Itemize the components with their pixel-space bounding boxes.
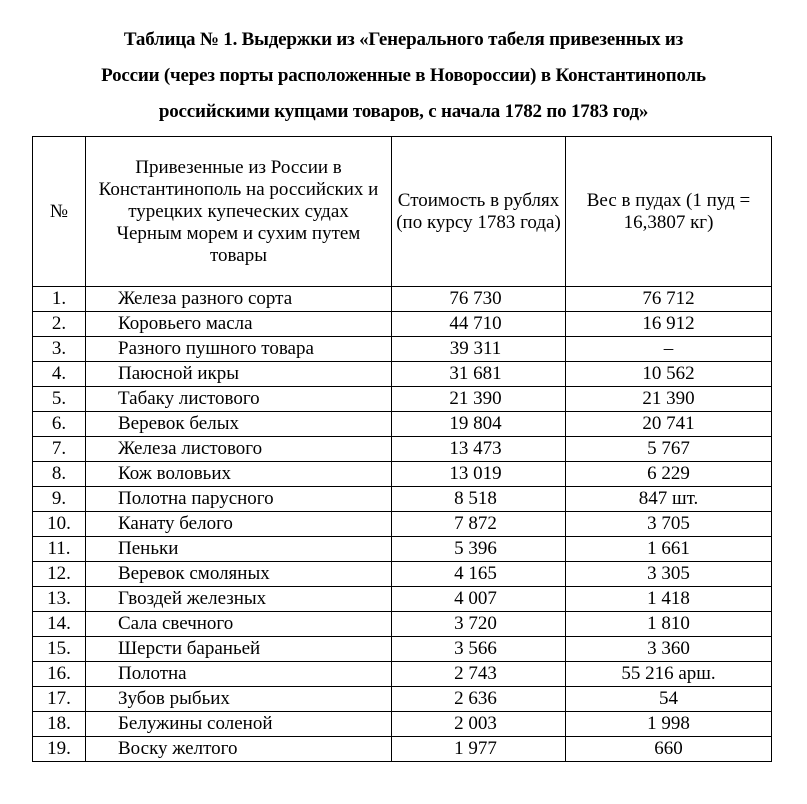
row-weight: 76 712 [566,287,772,312]
row-number: 18. [33,712,86,737]
row-number: 17. [33,687,86,712]
row-goods-name: Паюсной икры [86,362,392,387]
row-goods-name: Сала свечного [86,612,392,637]
row-weight: 1 418 [566,587,772,612]
row-number: 16. [33,662,86,687]
header-row [33,137,772,287]
row-cost: 2 636 [392,687,566,712]
row-weight: 20 741 [566,412,772,437]
row-number: 13. [33,587,86,612]
row-cost: 2 003 [392,712,566,737]
row-number: 14. [33,612,86,637]
row-number: 19. [33,737,86,762]
row-weight: 21 390 [566,387,772,412]
row-cost: 1 977 [392,737,566,762]
row-weight: 6 229 [566,462,772,487]
table-row [33,287,772,312]
row-cost: 19 804 [392,412,566,437]
row-cost: 13 473 [392,437,566,462]
row-weight: 847 шт. [566,487,772,512]
row-cost: 31 681 [392,362,566,387]
row-goods-name: Железа разного сорта [86,287,392,312]
goods-table [32,136,772,762]
row-cost: 76 730 [392,287,566,312]
row-cost: 5 396 [392,537,566,562]
row-cost: 39 311 [392,337,566,362]
row-goods-name: Пеньки [86,537,392,562]
row-number: 1. [33,287,86,312]
table-row [33,462,772,487]
row-goods-name: Веревок смоляных [86,562,392,587]
table-row [33,387,772,412]
table-caption [0,22,807,130]
row-cost: 7 872 [392,512,566,537]
row-goods-name: Кож воловьих [86,462,392,487]
table-row [33,612,772,637]
table-row [33,437,772,462]
row-goods-name: Полотна парусного [86,487,392,512]
row-goods-name: Железа листового [86,437,392,462]
header-goods: Привезенные из России в Константинополь на российских и турецких купеческих судах Черным морем и сухим путем товары [86,137,392,287]
table-row [33,562,772,587]
row-weight: 16 912 [566,312,772,337]
row-goods-name: Воску желтого [86,737,392,762]
row-goods-name: Канату белого [86,512,392,537]
row-goods-name: Табаку листового [86,387,392,412]
row-weight: 3 705 [566,512,772,537]
table-row [33,712,772,737]
row-weight: 1 810 [566,612,772,637]
row-cost: 21 390 [392,387,566,412]
row-goods-name: Белужины соленой [86,712,392,737]
row-cost: 3 720 [392,612,566,637]
row-number: 2. [33,312,86,337]
row-weight: – [566,337,772,362]
row-goods-name: Коровьего масла [86,312,392,337]
row-cost: 44 710 [392,312,566,337]
table-row [33,362,772,387]
table-row [33,487,772,512]
table-row [33,662,772,687]
row-number: 3. [33,337,86,362]
row-number: 5. [33,387,86,412]
row-number: 9. [33,487,86,512]
row-goods-name: Шерсти бараньей [86,637,392,662]
table-row [33,537,772,562]
row-number: 8. [33,462,86,487]
header-weight: Вес в пудах (1 пуд = 16,3807 кг) [566,137,772,287]
row-weight: 10 562 [566,362,772,387]
row-number: 6. [33,412,86,437]
row-weight: 55 216 арш. [566,662,772,687]
row-weight: 5 767 [566,437,772,462]
row-number: 7. [33,437,86,462]
row-goods-name: Гвоздей железных [86,587,392,612]
table-row [33,737,772,762]
table-row [33,637,772,662]
row-goods-name: Веревок белых [86,412,392,437]
table-row [33,312,772,337]
row-number: 15. [33,637,86,662]
header-number: № [33,137,86,287]
row-weight: 1 998 [566,712,772,737]
row-cost: 2 743 [392,662,566,687]
row-cost: 3 566 [392,637,566,662]
table-row [33,337,772,362]
table-row [33,412,772,437]
row-goods-name: Зубов рыбьих [86,687,392,712]
row-weight: 660 [566,737,772,762]
row-weight: 3 360 [566,637,772,662]
row-weight: 54 [566,687,772,712]
row-number: 10. [33,512,86,537]
row-cost: 8 518 [392,487,566,512]
row-cost: 4 165 [392,562,566,587]
caption-line-3: российскими купцами товаров, с начала 1782 по 1783 год» [158,101,649,122]
row-cost: 13 019 [392,462,566,487]
row-goods-name: Полотна [86,662,392,687]
caption-line-1: Таблица № 1. Выдержки из «Генерального табеля привезенных из [123,29,684,50]
table-row [33,687,772,712]
row-number: 12. [33,562,86,587]
header-cost: Стоимость в рублях (по курсу 1783 года) [392,137,566,287]
row-cost: 4 007 [392,587,566,612]
row-weight: 1 661 [566,537,772,562]
table-row [33,512,772,537]
row-number: 4. [33,362,86,387]
row-number: 11. [33,537,86,562]
table-row [33,587,772,612]
caption-line-2: России (через порты расположенные в Новороссии) в Константинополь [101,65,706,86]
row-weight: 3 305 [566,562,772,587]
row-goods-name: Разного пушного товара [86,337,392,362]
